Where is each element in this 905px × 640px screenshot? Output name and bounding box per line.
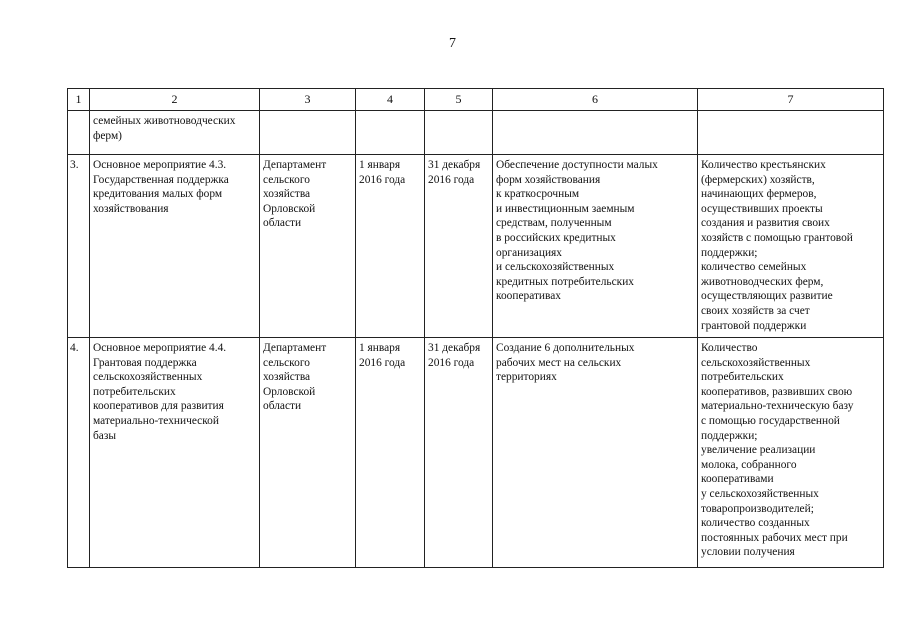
cell-end-date: 31 декабря 2016 года [425, 155, 493, 338]
column-header: 1 [68, 89, 90, 111]
cell-empty [698, 111, 884, 155]
cell-number: 4. [68, 338, 90, 568]
column-header: 5 [425, 89, 493, 111]
cell-executor: Департамент сельского хозяйства Орловской области [260, 338, 356, 568]
cell-event: Основное мероприятие 4.3. Государственная поддержка кредитования малых форм хозяйствования [90, 155, 260, 338]
cell-empty [68, 111, 90, 155]
table-row-continuation [68, 111, 884, 155]
cell-end-date: 31 декабря 2016 года [425, 338, 493, 568]
cell-result: Обеспечение доступности малых форм хозяйствования к краткосрочным и инвестиционным заемным средствам, полученным в российских кредитных организациях и сельскохозяйственных кредитных потребительских кооперативах [493, 155, 698, 338]
cell-start-date: 1 января 2016 года [356, 338, 425, 568]
cell-executor: Департамент сельского хозяйства Орловской области [260, 155, 356, 338]
table-row [68, 338, 884, 568]
cell-empty [260, 111, 356, 155]
cell-empty [493, 111, 698, 155]
column-header: 4 [356, 89, 425, 111]
cell-event-continuation: семейных животноводческих ферм) [90, 111, 260, 155]
cell-result: Создание 6 дополнительных рабочих мест на сельских территориях [493, 338, 698, 568]
column-header: 7 [698, 89, 884, 111]
column-header: 6 [493, 89, 698, 111]
cell-empty [425, 111, 493, 155]
cell-number: 3. [68, 155, 90, 338]
column-header: 2 [90, 89, 260, 111]
page-number: 7 [449, 36, 456, 51]
column-header: 3 [260, 89, 356, 111]
cell-start-date: 1 января 2016 года [356, 155, 425, 338]
cell-event: Основное мероприятие 4.4. Грантовая поддержка сельскохозяйственных потребительских кооперативов для развития материально-технической базы [90, 338, 260, 568]
table-row [68, 155, 884, 338]
table-header-row [68, 89, 884, 111]
cell-indicators: Количество сельскохозяйственных потребительских кооперативов, развивших свою материально-техническую базу с помощью государственной поддержки; увеличение реализации молока, собранного кооперативами у сельскохозяйственных товаропроизводителей; количество созданных постоянных рабочих мест при условии получения [698, 338, 884, 568]
cell-empty [356, 111, 425, 155]
cell-indicators: Количество крестьянских (фермерских) хозяйств, начинающих фермеров, осуществивших проекты создания и развития своих хозяйств с помощью грантовой поддержки; количество семейных животноводческих ферм, осуществляющих развитие своих хозяйств за счет грантовой поддержки [698, 155, 884, 338]
measures-table [67, 88, 884, 568]
